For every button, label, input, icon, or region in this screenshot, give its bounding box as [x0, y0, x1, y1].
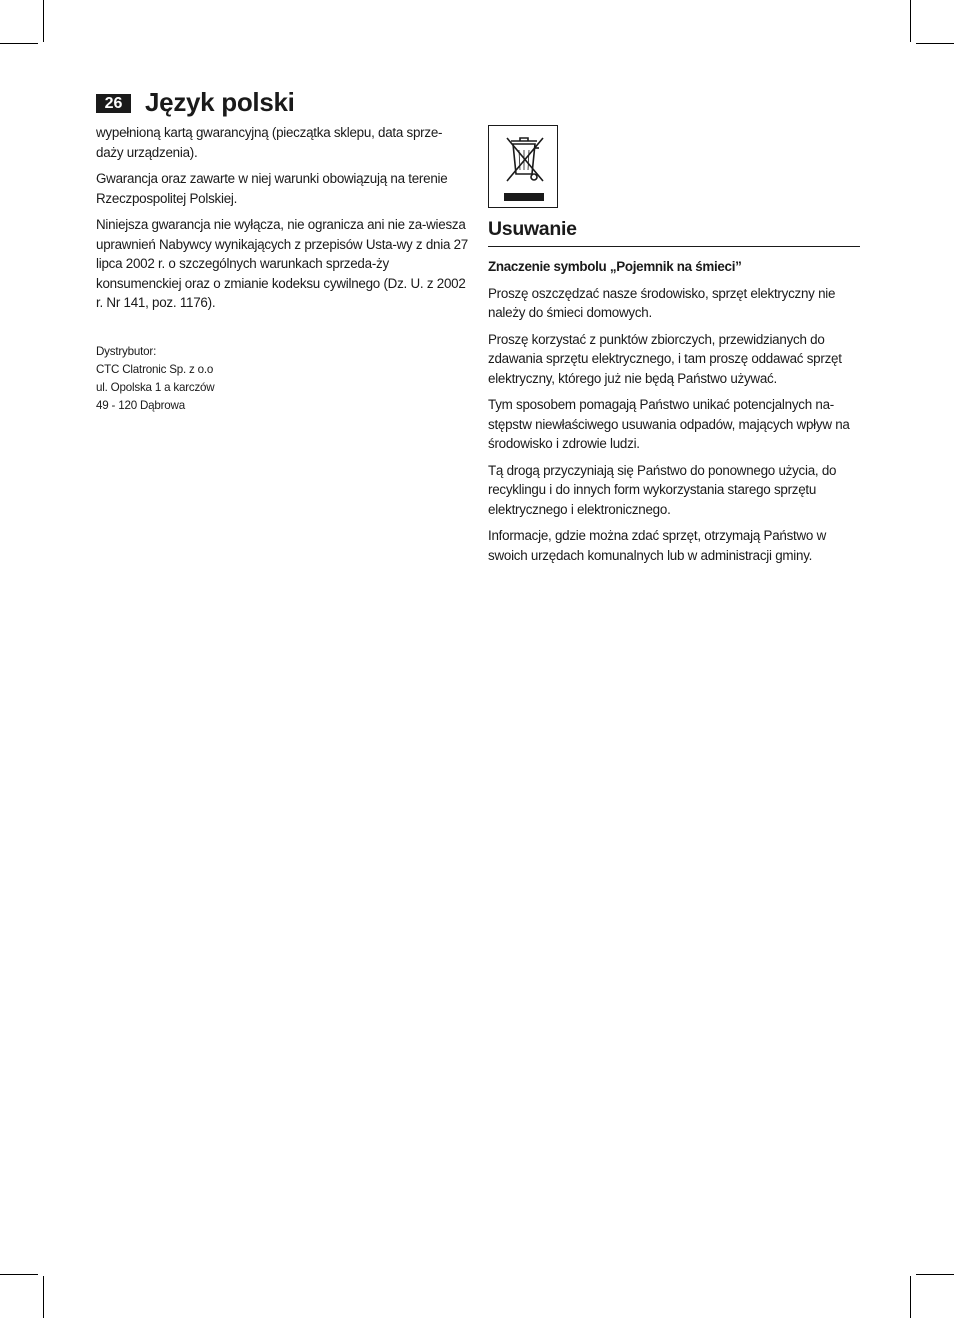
- crossed-out-wheelie-bin-icon: [488, 125, 558, 208]
- subheading: Znaczenie symbolu „Pojemnik na śmieci”: [488, 259, 742, 274]
- paragraph: Gwarancja oraz zawarte w niej warunki obowiązują na terenie Rzeczpospolitej Polskiej.: [96, 171, 448, 206]
- distributor-company: CTC Clatronic Sp. z o.o: [96, 362, 214, 376]
- paragraph: Tą drogą przyczyniają się Państwo do ponownego użycia, do recyklingu i do innych form wykorzystania starego sprzętu elektrycznego i elektronicznego.: [488, 462, 837, 517]
- distributor-city: 49 - 120 Dąbrowa: [96, 398, 185, 412]
- distributor-street: ul. Opolska 1 a karczów: [96, 380, 215, 394]
- crop-mark: [910, 0, 911, 42]
- crop-mark: [0, 43, 38, 44]
- distributor-block: [96, 343, 468, 415]
- page-title: Język polski: [145, 87, 295, 117]
- section-title: Usuwanie: [488, 216, 860, 247]
- distributor-label: Dystrybutor:: [96, 344, 157, 358]
- crop-mark: [916, 43, 954, 44]
- paragraph: Proszę oszczędzać nasze środowisko, sprzęt elektryczny nie należy do śmieci domowych.: [488, 285, 836, 320]
- crop-mark: [910, 1276, 911, 1318]
- paragraph: Proszę korzystać z punktów zbiorczych, przewidzianych do zdawania sprzętu elektrycznego, i tam proszę oddawać sprzęt elektryczny, którego już nie będą Państwo używać.: [488, 331, 842, 386]
- left-column: [96, 123, 468, 415]
- paragraph: Informacje, gdzie można zdać sprzęt, otrzymają Państwo w swoich urzędach komunalnych lub w administracji gminy.: [488, 528, 827, 563]
- right-column: [488, 125, 860, 572]
- crop-mark: [916, 1274, 954, 1275]
- crop-mark: [43, 1276, 44, 1318]
- paragraph: wypełnioną kartą gwarancyjną (pieczątka sklepu, data sprze-daży urządzenia).: [96, 125, 443, 160]
- crop-mark: [0, 1274, 38, 1275]
- paragraph: Tym sposobem pomagają Państwo unikać potencjalnych na-stępstw niewłaściwego usuwania odpadów, mających wpływ na środowisko i zdrowie ludzi.: [488, 397, 850, 451]
- paragraph: Niniejsza gwarancja nie wyłącza, nie ogranicza ani nie za-wiesza uprawnień Nabywcy wynikających z przepisów Usta-wy z dnia 27 lipca 2002 r. o szczególnych warunkach sprzeda-ży konsumenckiej oraz o zmianie kodeksu cywilnego (Dz. U. z 2002 r. Nr 141, poz. 1176).: [96, 217, 469, 310]
- crop-mark: [43, 0, 44, 42]
- page-number: 26: [96, 94, 131, 113]
